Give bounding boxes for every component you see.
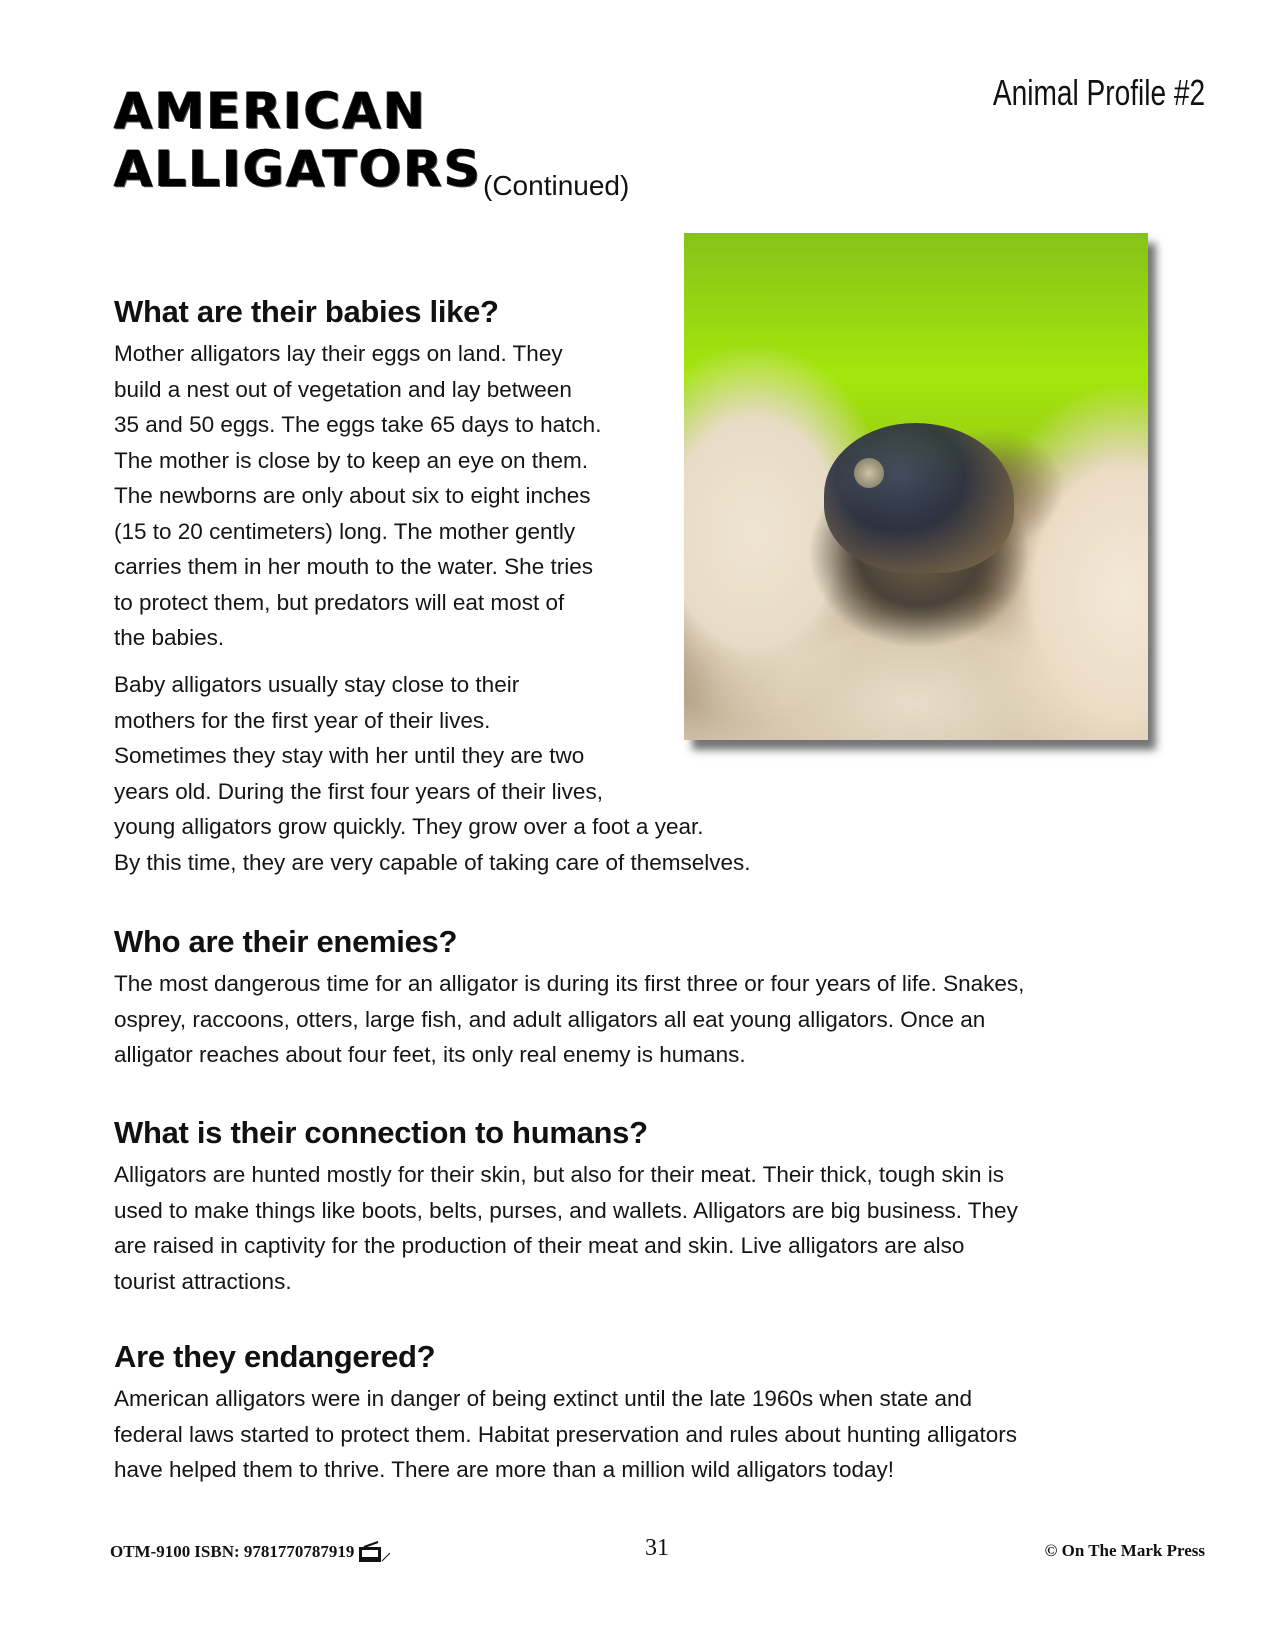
- text-line: Sometimes they stay with her until they are two: [114, 743, 585, 768]
- text-line: are raised in captivity for the production of their meat and skin. Live alligators are also: [114, 1233, 965, 1258]
- text-line: years old. During the first four years of their lives,: [114, 778, 603, 804]
- paragraph-endangered: [114, 1381, 1017, 1488]
- alligator-eye: [854, 458, 884, 488]
- page-title: [114, 82, 482, 198]
- text-line: mothers for the first year of their lives.: [114, 707, 491, 733]
- text-line: By this time, they are very capable of taking care of themselves.: [114, 849, 751, 875]
- text-line: Alligators are hunted mostly for their skin, but also for their meat. Their thick, tough skin is: [114, 1162, 1004, 1187]
- alligator-head: [824, 423, 1014, 573]
- hatchling-alligator-photo: [684, 233, 1148, 740]
- text-line: young alligators grow quickly. They grow over a foot a year.: [114, 814, 704, 839]
- text-line: build a nest out of vegetation and lay between: [114, 376, 572, 402]
- book-icon: [358, 1541, 392, 1563]
- paragraph-babies-2: [114, 667, 751, 880]
- text-line: tourist attractions.: [114, 1268, 292, 1294]
- copyright: © On The Mark Press: [1044, 1541, 1205, 1560]
- text-line: The most dangerous time for an alligator is during its first three or four years of life. Snakes,: [114, 971, 1025, 996]
- animal-profile-tag: Animal Profile #2: [992, 72, 1205, 113]
- page-footer: [110, 1535, 1205, 1565]
- heading-humans: What is their connection to humans?: [114, 1115, 648, 1150]
- text-line: the babies.: [114, 625, 225, 650]
- text-line: carries them in her mouth to the water. She tries: [114, 554, 593, 579]
- title-continued-label: (Continued): [483, 170, 630, 201]
- paragraph-enemies: [114, 966, 1024, 1073]
- paragraph-humans: [114, 1157, 1018, 1299]
- isbn: ISBN: 9781770787919: [194, 1542, 355, 1561]
- page-number: 31: [645, 1535, 669, 1561]
- text-line: Mother alligators lay their eggs on land. They: [114, 341, 563, 366]
- heading-endangered: Are they endangered?: [114, 1339, 436, 1374]
- paragraph-babies-1: [114, 336, 601, 656]
- text-line: 35 and 50 eggs. The eggs take 65 days to hatch.: [114, 412, 602, 437]
- text-line: Baby alligators usually stay close to their: [114, 672, 520, 697]
- text-line: alligator reaches about four feet, its only real enemy is humans.: [114, 1042, 746, 1067]
- text-line: (15 to 20 centimeters) long. The mother gently: [114, 518, 576, 544]
- text-line: federal laws started to protect them. Habitat preservation and rules about hunting alligators: [114, 1421, 1018, 1447]
- heading-babies: What are their babies like?: [114, 294, 499, 329]
- title-line-1: AMERICAN: [114, 82, 427, 140]
- product-code: OTM-9100: [110, 1542, 191, 1561]
- title-line-2: ALLIGATORS: [114, 140, 482, 198]
- text-line: The mother is close by to keep an eye on them.: [114, 447, 589, 473]
- text-line: used to make things like boots, belts, purses, and wallets. Alligators are big business. They: [114, 1197, 1018, 1223]
- text-line: American alligators were in danger of being extinct until the late 1960s when state and: [114, 1386, 973, 1411]
- text-line: osprey, raccoons, otters, large fish, and adult alligators all eat young alligators. Once an: [114, 1006, 986, 1032]
- text-line: The newborns are only about six to eight inches: [114, 483, 591, 508]
- text-line: to protect them, but predators will eat most of: [114, 589, 565, 615]
- heading-enemies: Who are their enemies?: [114, 924, 458, 959]
- footer-publication-info: [110, 1541, 392, 1563]
- text-line: have helped them to thrive. There are more than a million wild alligators today!: [114, 1457, 894, 1482]
